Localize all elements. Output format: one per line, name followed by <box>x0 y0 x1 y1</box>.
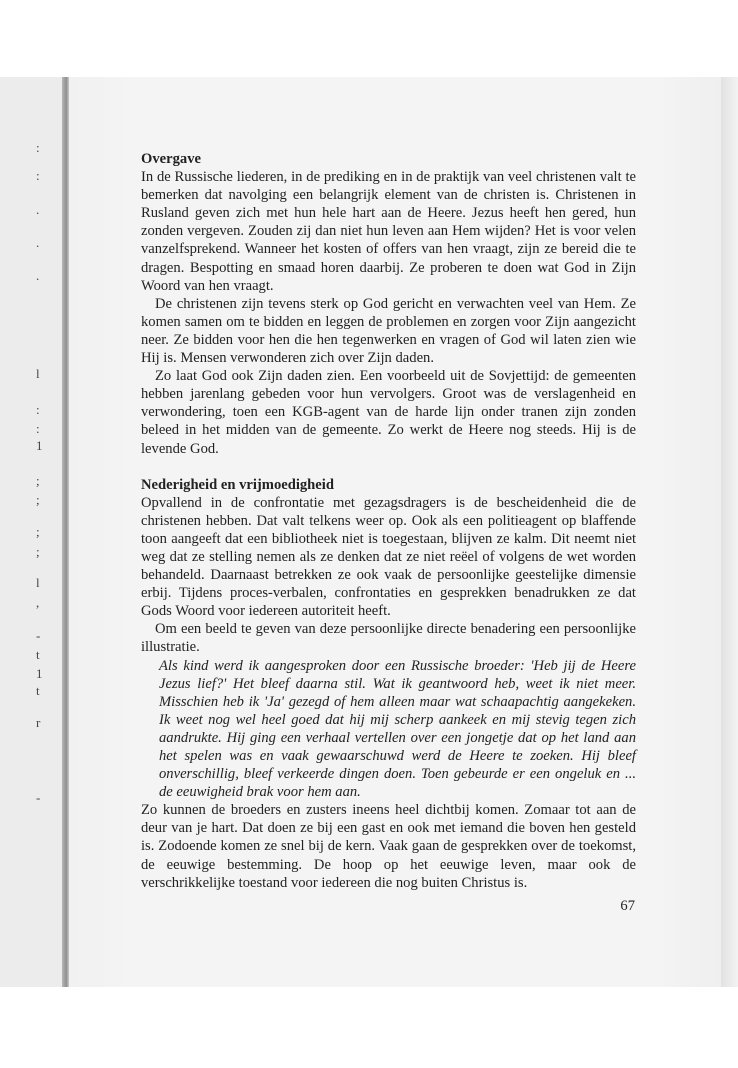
paragraph: Om een beeld te geven van deze persoonlijke directe benadering een persoonlijke illustratie. <box>141 621 636 656</box>
paragraph: Zo laat God ook Zijn daden zien. Een voorbeeld uit de Sovjettijd: de gemeenten hebben jarenlang gebeden voor hun vervolgers. Groot was de verslagenheid en verwondering, toen een KGB-agent van de harde lijn onder tranen zijn zonden beleed in het midden van de gemeente. Zo werkt de Heere nog steeds. Hij is de levende God. <box>141 368 636 457</box>
margin-glyph: l <box>36 575 40 590</box>
paragraph: Zo kunnen de broeders en zusters ineens heel dichtbij komen. Zomaar tot aan de deur van je hart. Dat doen ze bij een gast en ook met iemand die boven hen gesteld is. Zodoende komen ze snel bij de kern. Vaak gaan de gesprekken over de toekomst, de eeuwige bestemming. De hoop op het eeuwige leven, maar ook de verschrikkelijke toestand voor iedereen die nog buiten Christus is. <box>141 802 636 891</box>
paragraph: De christenen zijn tevens sterk op God gericht en verwachten veel van Hem. Ze komen samen om te bidden en leggen de problemen en zorgen voor Zijn aangezicht neer. Ze bidden voor hen die hen tegenwerken en vragen of God wil laten zien wie Hij is. Mensen verwonderen zich over Zijn daden. <box>141 295 636 367</box>
previous-page-glyphs <box>36 140 56 820</box>
margin-glyph: r <box>36 715 41 730</box>
section-heading-overgave: Overgave <box>141 151 201 167</box>
margin-glyph: t <box>36 683 40 698</box>
section-heading-nederigheid: Nederigheid en vrijmoedigheid <box>141 476 334 493</box>
margin-glyph: - <box>36 790 41 805</box>
margin-glyph: 1 <box>36 666 43 681</box>
page-number: 67 <box>620 898 635 914</box>
paragraph: In de Russische liederen, in de prediking en in de praktijk van veel christenen valt te bemerken dat navolging een belangrijk element van de christen is. Christenen in Rusland geven zich met hun hele hart aan de Heere. Jezus heeft hen gered, hun zonden vergeven. Zouden zij dan niet hun leven aan Hem wijden? Het is voor velen vanzelfsprekend. Wanneer het kosten of offers van hen vraagt, zijn ze bereid die te dragen. Bespotting en smaad horen daarbij. Ze proberen te doen wat God in Zijn Woord van hen vraagt. <box>141 169 636 294</box>
margin-glyph: - <box>36 628 41 643</box>
italic-quote: Als kind werd ik aangesproken door een Russische broeder: 'Heb jij de Heere Jezus lief?' Het bleef daarna stil. Wat ik geantwoord heb, weet ik niet meer. Misschien heb ik 'Ja' gezegd of hem alleen maar wat schaapachtig aangekeken. Ik weet nog wel heel goed dat hij mij scherp aankeek en mij stevig tegen zich aandrukte. Hij ging een verhaal vertellen over een jongetje dat op het land aan het spelen was en vaak gewaarschuwd werd de Heere te zoeken. Hij bleef onverschillig, bleef verkeerde dingen doen. Toen gebeurde er een ongeluk en ... de eeuwigheid brak voor hem aan. <box>159 657 636 801</box>
margin-glyph: . <box>36 202 40 217</box>
margin-glyph: ; <box>36 473 40 488</box>
page-edge <box>721 77 738 987</box>
margin-glyph: ; <box>36 544 40 559</box>
margin-glyph: : <box>36 140 40 155</box>
margin-glyph: . <box>36 235 40 250</box>
book-spine-shadow <box>62 77 69 987</box>
margin-glyph: : <box>36 421 40 436</box>
margin-glyph: , <box>36 595 40 610</box>
margin-glyph: 1 <box>36 438 43 453</box>
page-content <box>141 150 636 892</box>
margin-glyph: ; <box>36 492 40 507</box>
margin-glyph: : <box>36 402 40 417</box>
margin-glyph: . <box>36 268 40 283</box>
margin-glyph: l <box>36 366 40 381</box>
margin-glyph: : <box>36 168 40 183</box>
margin-glyph: t <box>36 647 40 662</box>
margin-glyph: ; <box>36 524 40 539</box>
paragraph: Opvallend in de confrontatie met gezagsdragers is de bescheidenheid die de christenen hebben. Dat valt telkens weer op. Ook als een politieagent op blaffende toon aangeeft dat een bibliotheek niet is toegestaan, blijven ze kalm. Dit neemt niet weg dat ze stelling nemen als ze denken dat ze niet reëel of volgens de wet worden behandeld. Daarnaast betrekken ze ook vaak de persoonlijke geestelijke dimensie erbij. Tijdens proces-verbalen, confrontaties en gesprekken benadrukken ze dat Gods Woord voor iedereen autoriteit heeft. <box>141 494 636 620</box>
